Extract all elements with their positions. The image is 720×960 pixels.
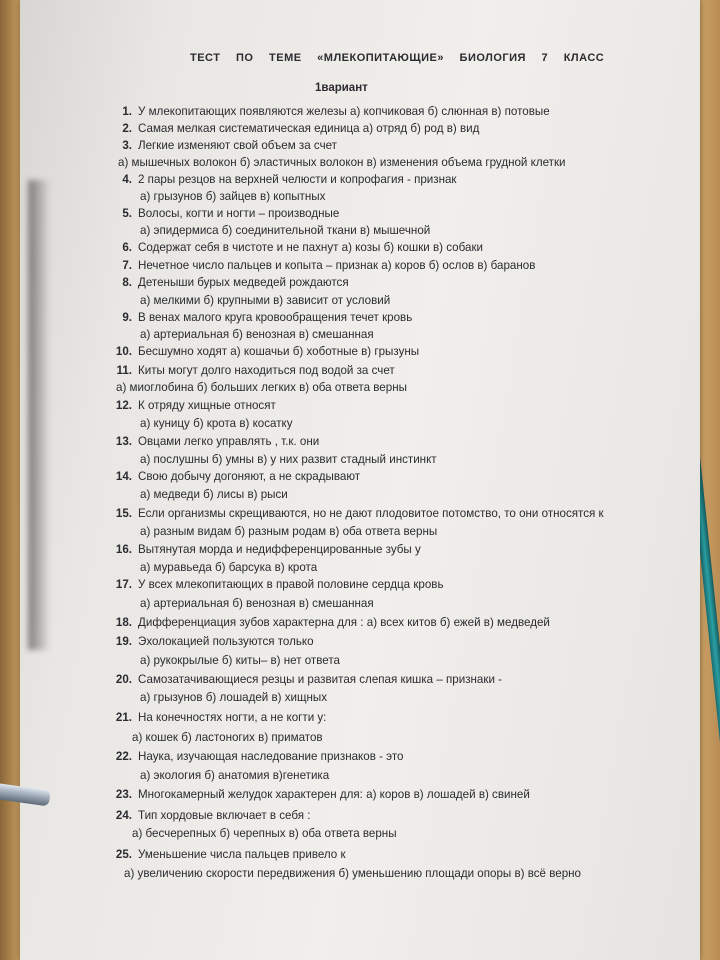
question-text: Если организмы скрещиваются, но не дают плодовитое потомство, то они относятся к [138, 507, 604, 520]
answer-options: а) муравьеда б) барсука в) крота [140, 561, 318, 574]
question-line [110, 578, 444, 592]
question-number: 24. [115, 809, 132, 822]
answer-options: а) рукокрылые б) киты– в) нет ответа [140, 654, 340, 667]
question-line [110, 207, 339, 221]
question-line [110, 711, 326, 725]
answer-options-line [132, 827, 397, 841]
question-line [110, 122, 479, 136]
answer-options-line [140, 561, 317, 575]
question-number: 25. [115, 848, 132, 861]
question-text: Самая мелкая систематическая единица а) отряд б) род в) вид [138, 122, 480, 135]
question-text: Нечетное число пальцев и копыта – признак а) коров б) ослов в) баранов [138, 259, 536, 272]
question-line [110, 616, 550, 630]
question-text: Содержат себя в чистоте и не пахнут а) козы б) кошки в) собаки [138, 241, 483, 254]
answer-options-line [140, 525, 437, 539]
question-line [110, 543, 421, 557]
question-text: Эхолокацией пользуются только [138, 635, 314, 648]
answer-options-line [140, 453, 437, 467]
answer-options-line [140, 488, 288, 502]
question-number: 18. [115, 616, 132, 629]
answer-options-line [140, 294, 390, 308]
question-number: 13. [115, 435, 132, 448]
question-text: Бесшумно ходят а) кошачьи б) хоботные в) грызуны [138, 345, 420, 358]
question-number: 12. [115, 399, 132, 412]
answer-options-line [140, 190, 325, 204]
question-text: Киты могут долго находиться под водой за счет [138, 364, 395, 377]
question-number: 1. [122, 105, 132, 118]
question-text: К отряду хищные относят [138, 399, 276, 412]
answer-options-line [140, 224, 430, 238]
question-line [110, 750, 403, 764]
answer-options-line [140, 769, 329, 783]
question-number: 6. [122, 241, 132, 254]
question-text: Волосы, когти и ногти – производные [138, 207, 340, 220]
title-subject: БИОЛОГИЯ [459, 52, 526, 64]
question-number: 17. [115, 578, 132, 591]
question-line [110, 276, 349, 290]
question-number: 9. [122, 311, 132, 324]
answer-options: а) разным видам б) разным родам в) оба ответа верны [140, 525, 438, 538]
question-number: 10. [115, 345, 132, 358]
question-text: Вытянутая морда и недифференцированные зубы у [138, 543, 421, 556]
question-line [110, 673, 502, 687]
sheet-content [20, 0, 700, 960]
question-line [110, 259, 535, 273]
answer-options: а) грызунов б) зайцев в) копытных [140, 190, 326, 203]
question-line [110, 364, 395, 378]
question-number: 23. [115, 788, 132, 801]
question-number: 2. [122, 122, 132, 135]
question-line [110, 848, 346, 862]
question-text: На конечностях ногти, а не когти у: [138, 711, 327, 724]
question-text: Свою добычу догоняют, а не скрадывают [138, 470, 361, 483]
answer-options: а) грызунов б) лошадей в) хищных [140, 691, 328, 704]
answer-options: а) куницу б) крота в) косатку [140, 417, 293, 430]
title-klass: КЛАСС [563, 52, 605, 64]
test-sheet [20, 0, 700, 960]
question-text: Многокамерный желудок характерен для: а) коров в) лошадей в) свиней [138, 788, 530, 801]
question-number: 15. [115, 507, 132, 520]
question-text: Легкие изменяют свой объем за счет [138, 139, 337, 152]
variant-label: 1вариант [315, 82, 368, 94]
question-number: 21. [115, 711, 132, 724]
answer-options-line [116, 381, 407, 395]
answer-options-line [124, 867, 581, 881]
question-line [110, 241, 483, 255]
answer-options: а) миоглобина б) больших легких в) оба ответа верны [116, 381, 407, 394]
question-text: Тип хордовые включает в себя : [138, 809, 311, 822]
question-number: 19. [115, 635, 132, 648]
question-number: 3. [122, 139, 132, 152]
question-line [110, 173, 457, 187]
question-line [110, 788, 530, 802]
question-line [110, 139, 337, 153]
question-number: 4. [122, 173, 132, 186]
question-number: 20. [115, 673, 132, 686]
answer-options: а) артериальная б) венозная в) смешанная [140, 597, 374, 610]
question-text: В венах малого круга кровообращения течет кровь [138, 311, 413, 324]
question-number: 8. [122, 276, 132, 289]
title-word-teme: ТЕМЕ [269, 52, 302, 64]
question-number: 11. [116, 364, 132, 377]
question-text: Овцами легко управлять , т.к. они [138, 435, 320, 448]
title-word-po: ПО [236, 52, 254, 64]
title-word-test: ТЕСТ [190, 52, 221, 64]
answer-options: а) мелкими б) крупными в) зависит от условий [140, 294, 391, 307]
answer-options: а) мышечных волокон б) эластичных волокон в) изменения объема грудной клетки [118, 156, 566, 169]
question-number: 7. [122, 259, 132, 272]
question-line [110, 435, 319, 449]
answer-options: а) бесчерепных б) черепных в) оба ответа верны [132, 827, 397, 840]
question-number: 16. [115, 543, 132, 556]
question-text: Наука, изучающая наследование признаков - это [138, 750, 404, 763]
question-text: Самозатачивающиеся резцы и развитая слепая кишка – признаки - [138, 673, 503, 686]
question-text: Детеныши бурых медведей рождаются [138, 276, 349, 289]
question-text: У всех млекопитающих в правой половине сердца кровь [138, 578, 444, 591]
title-topic: «МЛЕКОПИТАЮЩИЕ» [317, 52, 444, 64]
question-number: 14. [115, 470, 132, 483]
question-line [110, 399, 276, 413]
answer-options: а) медведи б) лисы в) рыси [140, 488, 288, 501]
answer-options-line [132, 731, 323, 745]
answer-options-line [140, 597, 374, 611]
question-line [110, 507, 604, 521]
answer-options: а) послушны б) умны в) у них развит стадный инстинкт [140, 453, 437, 466]
question-line [110, 311, 412, 325]
answer-options-line [140, 417, 293, 431]
answer-options: а) увеличению скорости передвижения б) уменьшению площади опоры в) всё верно [124, 867, 581, 880]
question-text: Уменьшение числа пальцев привело к [138, 848, 346, 861]
question-line [110, 635, 314, 649]
answer-options: а) кошек б) ластоногих в) приматов [132, 731, 323, 744]
title-grade: 7 [541, 52, 549, 64]
answer-options-line [140, 328, 374, 342]
page-title [190, 52, 605, 64]
answer-options: а) артериальная б) венозная в) смешанная [140, 328, 374, 341]
answer-options-line [140, 691, 327, 705]
question-text: У млекопитающих появляются железы а) копчиковая б) слюнная в) потовые [138, 105, 550, 118]
question-line [110, 105, 550, 119]
question-number: 5. [122, 207, 132, 220]
question-line [110, 470, 360, 484]
question-line [110, 345, 419, 359]
question-number: 22. [115, 750, 132, 763]
question-text: Дифференциация зубов характерна для : а) всех китов б) ежей в) медведей [138, 616, 550, 629]
answer-options: а) экология б) анатомия в)генетика [140, 769, 330, 782]
answer-options-line [118, 156, 566, 170]
question-text: 2 пары резцов на верхней челюсти и копрофагия - признак [138, 173, 457, 186]
answer-options: а) эпидермиса б) соединительной ткани в) мышечной [140, 224, 431, 237]
question-line [110, 809, 310, 823]
answer-options-line [140, 654, 340, 668]
